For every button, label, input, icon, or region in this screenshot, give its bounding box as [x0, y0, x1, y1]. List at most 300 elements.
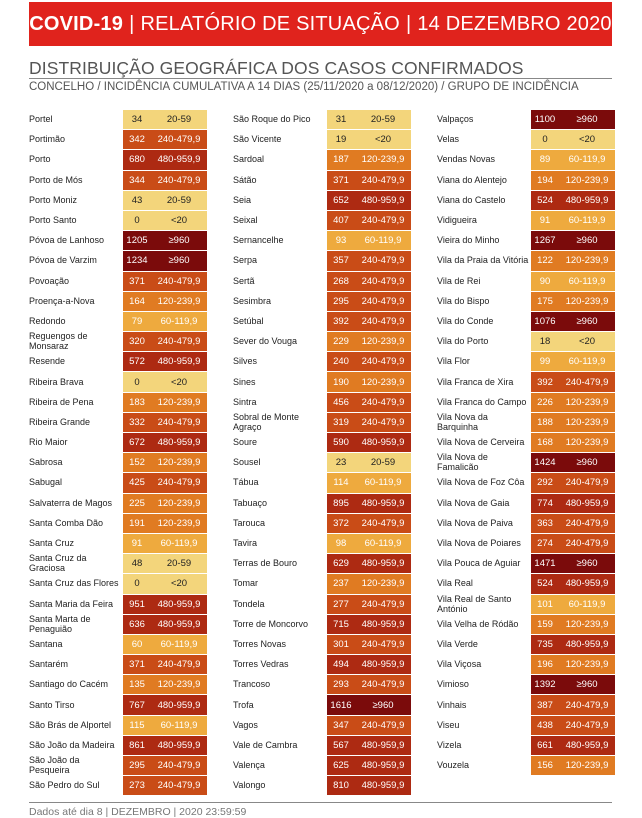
municipality-name: Sertã: [233, 275, 255, 286]
municipality-name: Valença: [233, 760, 265, 771]
incidence-group: 480-959,9: [559, 634, 615, 654]
incidence-value: 392: [531, 371, 559, 391]
table-row: [233, 755, 411, 775]
municipality-name: Tondela: [233, 598, 265, 609]
municipality-name: Santa Cruz: [29, 538, 75, 549]
table-row: [437, 674, 615, 694]
incidence-group: 240-479,9: [355, 594, 411, 614]
incidence-value: 680: [123, 149, 151, 169]
table-row: [437, 513, 615, 533]
table-row: [233, 331, 411, 351]
incidence-value: 672: [123, 432, 151, 452]
incidence-value: 196: [531, 654, 559, 674]
municipality-name: Vila Nova de Paiva: [437, 517, 513, 528]
municipality-name: Vila do Bispo: [437, 295, 490, 306]
incidence-group: 480-959,9: [355, 190, 411, 210]
incidence-value: 524: [531, 573, 559, 593]
table-row: [29, 149, 207, 169]
municipality-name: Portel: [29, 114, 53, 125]
municipality-name: Terras de Bouro: [233, 558, 298, 569]
municipality-name: Vila Verde: [437, 638, 478, 649]
municipality-name: Salvaterra de Magos: [29, 497, 113, 508]
table-row: [233, 109, 411, 129]
report-banner: [29, 2, 612, 46]
table-row: [233, 493, 411, 513]
incidence-group: 480-959,9: [151, 149, 207, 169]
table-row: [29, 493, 207, 513]
table-row: [29, 472, 207, 492]
municipality-name: Tarouca: [233, 517, 266, 528]
incidence-value: 101: [531, 594, 559, 614]
municipality-column-3: [437, 109, 615, 775]
incidence-value: 191: [123, 513, 151, 533]
municipality-name: Vila Viçosa: [437, 659, 482, 670]
incidence-group: 240-479,9: [355, 311, 411, 331]
incidence-value: 425: [123, 472, 151, 492]
banner-separator: |: [129, 12, 135, 35]
table-row: [437, 533, 615, 553]
table-row: [29, 573, 207, 593]
municipality-name: Torres Vedras: [233, 659, 289, 670]
table-row: [437, 149, 615, 169]
municipality-name: Rio Maior: [29, 437, 68, 448]
table-row: [233, 190, 411, 210]
incidence-group: 120-239,9: [151, 291, 207, 311]
incidence-group: 60-119,9: [559, 210, 615, 230]
municipality-name: Vila Nova de Gaia: [437, 497, 510, 508]
banner-title-mid: RELATÓRIO DE SITUAÇÃO: [140, 12, 400, 35]
incidence-group: 20-59: [151, 190, 207, 210]
incidence-group: 120-239,9: [559, 614, 615, 634]
table-row: [233, 452, 411, 472]
table-row: [437, 735, 615, 755]
incidence-group: 120-239,9: [151, 674, 207, 694]
table-row: [437, 472, 615, 492]
table-row: [29, 170, 207, 190]
incidence-value: 715: [327, 614, 355, 634]
incidence-value: 342: [123, 129, 151, 149]
incidence-value: 320: [123, 331, 151, 351]
table-row: [233, 291, 411, 311]
table-row: [233, 533, 411, 553]
incidence-group: ≥960: [151, 230, 207, 250]
municipality-name: Sabrosa: [29, 457, 63, 468]
municipality-name: Tavira: [233, 538, 258, 549]
municipality-name: Valongo: [233, 780, 266, 791]
incidence-group: ≥960: [355, 694, 411, 714]
table-row: [233, 271, 411, 291]
municipality-name: Santo Tirso: [29, 699, 75, 710]
incidence-group: 240-479,9: [355, 170, 411, 190]
municipality-name: Soure: [233, 437, 258, 448]
incidence-value: 332: [123, 412, 151, 432]
municipality-name: Sobral de Monte Agraço: [233, 411, 300, 432]
incidence-value: 629: [327, 553, 355, 573]
incidence-value: 1267: [531, 230, 559, 250]
incidence-value: 187: [327, 149, 355, 169]
municipality-name: Sabugal: [29, 477, 63, 488]
incidence-group: <20: [151, 210, 207, 230]
table-row: [233, 210, 411, 230]
table-row: [437, 129, 615, 149]
incidence-group: 60-119,9: [559, 594, 615, 614]
incidence-group: 480-959,9: [355, 553, 411, 573]
section-subtitle: CONCELHO / INCIDÊNCIA CUMULATIVA A 14 DIAS (25/11/2020 a 08/12/2020) / GRUPO DE INCIDÊNCIA: [29, 81, 579, 93]
incidence-group: 480-959,9: [151, 432, 207, 452]
incidence-value: 387: [531, 694, 559, 714]
incidence-value: 1100: [531, 109, 559, 129]
municipality-name: Trancoso: [233, 679, 271, 690]
incidence-value: 190: [327, 371, 355, 391]
table-row: [29, 190, 207, 210]
municipality-name: Vimioso: [437, 679, 469, 690]
table-row: [29, 594, 207, 614]
municipality-name: Torres Novas: [233, 638, 287, 649]
table-row: [233, 170, 411, 190]
incidence-value: 357: [327, 250, 355, 270]
incidence-group: 240-479,9: [355, 634, 411, 654]
table-row: [437, 654, 615, 674]
municipality-name: Setúbal: [233, 315, 264, 326]
table-row: [437, 412, 615, 432]
incidence-value: 135: [123, 674, 151, 694]
table-row: [233, 392, 411, 412]
municipality-name: Redondo: [29, 315, 66, 326]
incidence-value: 188: [531, 412, 559, 432]
incidence-value: 91: [531, 210, 559, 230]
municipality-name: Santa Maria da Feira: [29, 598, 114, 609]
incidence-value: 0: [123, 210, 151, 230]
incidence-group: 240-479,9: [559, 513, 615, 533]
incidence-value: 371: [327, 170, 355, 190]
table-row: [437, 715, 615, 735]
table-row: [437, 331, 615, 351]
incidence-value: 98: [327, 533, 355, 553]
table-row: [233, 614, 411, 634]
table-row: [29, 230, 207, 250]
municipality-name: Vinhais: [437, 699, 467, 710]
municipality-name: Vila do Conde: [437, 315, 494, 326]
incidence-group: 60-119,9: [355, 533, 411, 553]
incidence-value: 19: [327, 129, 355, 149]
municipality-name: Vizela: [437, 739, 462, 750]
municipality-name: Resende: [29, 356, 66, 367]
incidence-group: 480-959,9: [355, 432, 411, 452]
incidence-value: 456: [327, 392, 355, 412]
incidence-group: 480-959,9: [355, 654, 411, 674]
table-row: [29, 412, 207, 432]
incidence-group: 120-239,9: [559, 250, 615, 270]
incidence-group: <20: [151, 371, 207, 391]
table-row: [437, 210, 615, 230]
table-row: [29, 735, 207, 755]
incidence-group: 120-239,9: [559, 432, 615, 452]
table-row: [29, 755, 207, 775]
table-row: [437, 351, 615, 371]
incidence-group: 60-119,9: [151, 634, 207, 654]
incidence-group: 120-239,9: [151, 493, 207, 513]
incidence-group: 480-959,9: [151, 351, 207, 371]
incidence-value: 183: [123, 392, 151, 412]
incidence-value: 99: [531, 351, 559, 371]
incidence-group: 240-479,9: [151, 775, 207, 795]
municipality-name: Santa Cruz das Flores: [29, 578, 119, 589]
incidence-value: 295: [327, 291, 355, 311]
municipality-name: Reguengos de Monsaraz: [29, 331, 88, 352]
table-row: [29, 210, 207, 230]
incidence-value: 237: [327, 573, 355, 593]
incidence-group: 60-119,9: [559, 149, 615, 169]
incidence-value: 159: [531, 614, 559, 634]
banner-title-bold: COVID-19: [29, 12, 124, 35]
incidence-value: 268: [327, 271, 355, 291]
municipality-name: Vila de Rei: [437, 275, 481, 286]
incidence-group: 120-239,9: [355, 331, 411, 351]
incidence-value: 229: [327, 331, 355, 351]
municipality-name: São Roque do Pico: [233, 114, 311, 125]
incidence-value: 34: [123, 109, 151, 129]
incidence-value: 194: [531, 170, 559, 190]
divider: [29, 78, 612, 79]
incidence-group: 120-239,9: [355, 149, 411, 169]
table-row: [29, 715, 207, 735]
table-row: [233, 149, 411, 169]
incidence-value: 661: [531, 735, 559, 755]
incidence-group: 480-959,9: [151, 694, 207, 714]
municipality-name: Portimão: [29, 134, 66, 145]
incidence-value: 774: [531, 493, 559, 513]
municipality-name: Serpa: [233, 255, 258, 266]
incidence-group: 480-959,9: [559, 493, 615, 513]
municipality-name: Vale de Cambra: [233, 739, 298, 750]
table-row: [29, 392, 207, 412]
municipality-name: Vila Pouca de Aguiar: [437, 558, 521, 569]
table-row: [437, 170, 615, 190]
incidence-group: 480-959,9: [559, 735, 615, 755]
incidence-group: 120-239,9: [559, 755, 615, 775]
table-row: [29, 109, 207, 129]
incidence-group: 120-239,9: [559, 654, 615, 674]
municipality-name: Santa Comba Dão: [29, 517, 104, 528]
municipality-name: Sines: [233, 376, 256, 387]
table-row: [437, 573, 615, 593]
municipality-name: Ribeira Grande: [29, 416, 91, 427]
municipality-name: Tomar: [233, 578, 259, 589]
incidence-group: <20: [151, 573, 207, 593]
incidence-value: 319: [327, 412, 355, 432]
table-row: [437, 250, 615, 270]
table-row: [233, 351, 411, 371]
incidence-group: 480-959,9: [151, 594, 207, 614]
municipality-name: Vidigueira: [437, 215, 477, 226]
municipality-name: São Pedro do Sul: [29, 780, 100, 791]
incidence-group: <20: [355, 129, 411, 149]
section-title: DISTRIBUIÇÃO GEOGRÁFICA DOS CASOS CONFIRMADOS: [29, 58, 524, 78]
incidence-group: 120-239,9: [559, 412, 615, 432]
incidence-group: <20: [559, 129, 615, 149]
incidence-value: 23: [327, 452, 355, 472]
incidence-value: 1076: [531, 311, 559, 331]
incidence-group: 20-59: [355, 452, 411, 472]
municipality-name: Vieira do Minho: [437, 235, 500, 246]
table-row: [29, 311, 207, 331]
municipality-name: Vila Franca de Xira: [437, 376, 514, 387]
incidence-group: ≥960: [559, 553, 615, 573]
incidence-value: 438: [531, 715, 559, 735]
incidence-group: 480-959,9: [355, 493, 411, 513]
table-row: [233, 250, 411, 270]
municipality-name: Santana: [29, 638, 63, 649]
municipality-name: Vila Flor: [437, 356, 470, 367]
incidence-group: 60-119,9: [355, 472, 411, 492]
table-row: [29, 775, 207, 795]
municipality-name: Ribeira Brava: [29, 376, 84, 387]
municipality-name: Vila Real de Santo António: [437, 593, 512, 614]
incidence-group: 240-479,9: [355, 715, 411, 735]
municipality-name: Vagos: [233, 719, 258, 730]
incidence-group: 240-479,9: [355, 271, 411, 291]
municipality-name: Vila Nova de Cerveira: [437, 437, 525, 448]
incidence-value: 407: [327, 210, 355, 230]
municipality-name: Santa Cruz da Graciosa: [29, 553, 87, 574]
table-row: [437, 432, 615, 452]
incidence-value: 590: [327, 432, 355, 452]
incidence-value: 0: [123, 371, 151, 391]
table-row: [233, 129, 411, 149]
municipality-name: Torre de Moncorvo: [233, 618, 309, 629]
municipality-name: Velas: [437, 134, 460, 145]
municipality-name: São Brás de Alportel: [29, 719, 112, 730]
incidence-value: 122: [531, 250, 559, 270]
incidence-group: 480-959,9: [151, 735, 207, 755]
incidence-group: 240-479,9: [559, 472, 615, 492]
table-row: [29, 331, 207, 351]
municipality-name: Vila Velha de Ródão: [437, 618, 519, 629]
incidence-group: 240-479,9: [559, 533, 615, 553]
incidence-group: 120-239,9: [559, 291, 615, 311]
table-row: [233, 230, 411, 250]
municipality-name: Vila do Porto: [437, 336, 489, 347]
table-row: [437, 271, 615, 291]
incidence-value: 392: [327, 311, 355, 331]
table-row: [233, 573, 411, 593]
incidence-value: 652: [327, 190, 355, 210]
municipality-name: Vila Franca do Campo: [437, 396, 527, 407]
incidence-group: 480-959,9: [559, 573, 615, 593]
incidence-group: 240-479,9: [355, 291, 411, 311]
municipality-name: Sernancelhe: [233, 235, 284, 246]
table-row: [233, 594, 411, 614]
municipality-name: Santiago do Cacém: [29, 679, 109, 690]
municipality-name: Póvoa de Varzim: [29, 255, 97, 266]
incidence-group: 120-239,9: [559, 170, 615, 190]
table-row: [437, 311, 615, 331]
incidence-group: 120-239,9: [151, 513, 207, 533]
incidence-value: 371: [123, 271, 151, 291]
municipality-name: São João da Madeira: [29, 739, 115, 750]
incidence-value: 48: [123, 553, 151, 573]
incidence-value: 1471: [531, 553, 559, 573]
incidence-value: 175: [531, 291, 559, 311]
table-row: [29, 513, 207, 533]
incidence-value: 572: [123, 351, 151, 371]
table-row: [437, 594, 615, 614]
incidence-group: 60-119,9: [151, 311, 207, 331]
table-row: [29, 654, 207, 674]
municipality-name: Santa Marta de Penaguião: [29, 613, 91, 634]
incidence-value: 225: [123, 493, 151, 513]
table-row: [233, 694, 411, 714]
table-row: [437, 694, 615, 714]
incidence-group: ≥960: [151, 250, 207, 270]
incidence-group: 20-59: [151, 109, 207, 129]
table-row: [437, 452, 615, 472]
incidence-value: 156: [531, 755, 559, 775]
table-row: [437, 755, 615, 775]
incidence-value: 951: [123, 594, 151, 614]
incidence-group: ≥960: [559, 674, 615, 694]
municipality-name: Povoação: [29, 275, 70, 286]
municipality-name: Vila da Praia da Vitória: [437, 255, 529, 266]
municipality-name: Vila Nova de Foz Côa: [437, 477, 525, 488]
incidence-value: 90: [531, 271, 559, 291]
incidence-group: 60-119,9: [559, 271, 615, 291]
table-row: [233, 432, 411, 452]
incidence-value: 18: [531, 331, 559, 351]
divider: [29, 802, 612, 803]
municipality-name: Seia: [233, 194, 252, 205]
table-row: [29, 129, 207, 149]
municipality-name: Ribeira de Pena: [29, 396, 94, 407]
table-row: [233, 371, 411, 391]
incidence-group: 240-479,9: [151, 755, 207, 775]
incidence-value: 168: [531, 432, 559, 452]
incidence-value: 293: [327, 674, 355, 694]
municipality-name: Proença-a-Nova: [29, 295, 95, 306]
incidence-value: 226: [531, 392, 559, 412]
incidence-group: 60-119,9: [151, 533, 207, 553]
incidence-value: 301: [327, 634, 355, 654]
incidence-value: 1205: [123, 230, 151, 250]
table-row: [233, 735, 411, 755]
incidence-value: 0: [123, 573, 151, 593]
incidence-value: 152: [123, 452, 151, 472]
municipality-name: Sintra: [233, 396, 257, 407]
incidence-group: 480-959,9: [151, 614, 207, 634]
municipality-name: Viana do Alentejo: [437, 174, 507, 185]
banner-separator: |: [405, 12, 412, 35]
incidence-group: 240-479,9: [151, 331, 207, 351]
incidence-group: 480-959,9: [355, 735, 411, 755]
incidence-group: 240-479,9: [151, 472, 207, 492]
table-row: [29, 452, 207, 472]
incidence-group: 480-959,9: [355, 775, 411, 795]
incidence-value: 0: [531, 129, 559, 149]
incidence-group: 240-479,9: [151, 129, 207, 149]
municipality-name: São João da Pesqueira: [29, 755, 80, 776]
incidence-group: 240-479,9: [355, 513, 411, 533]
incidence-value: 295: [123, 755, 151, 775]
incidence-value: 861: [123, 735, 151, 755]
incidence-value: 43: [123, 190, 151, 210]
municipality-name: Sousel: [233, 457, 261, 468]
incidence-value: 274: [531, 533, 559, 553]
table-row: [233, 775, 411, 795]
table-row: [233, 311, 411, 331]
municipality-name: Seixal: [233, 215, 258, 226]
incidence-value: 371: [123, 654, 151, 674]
incidence-group: 20-59: [151, 553, 207, 573]
